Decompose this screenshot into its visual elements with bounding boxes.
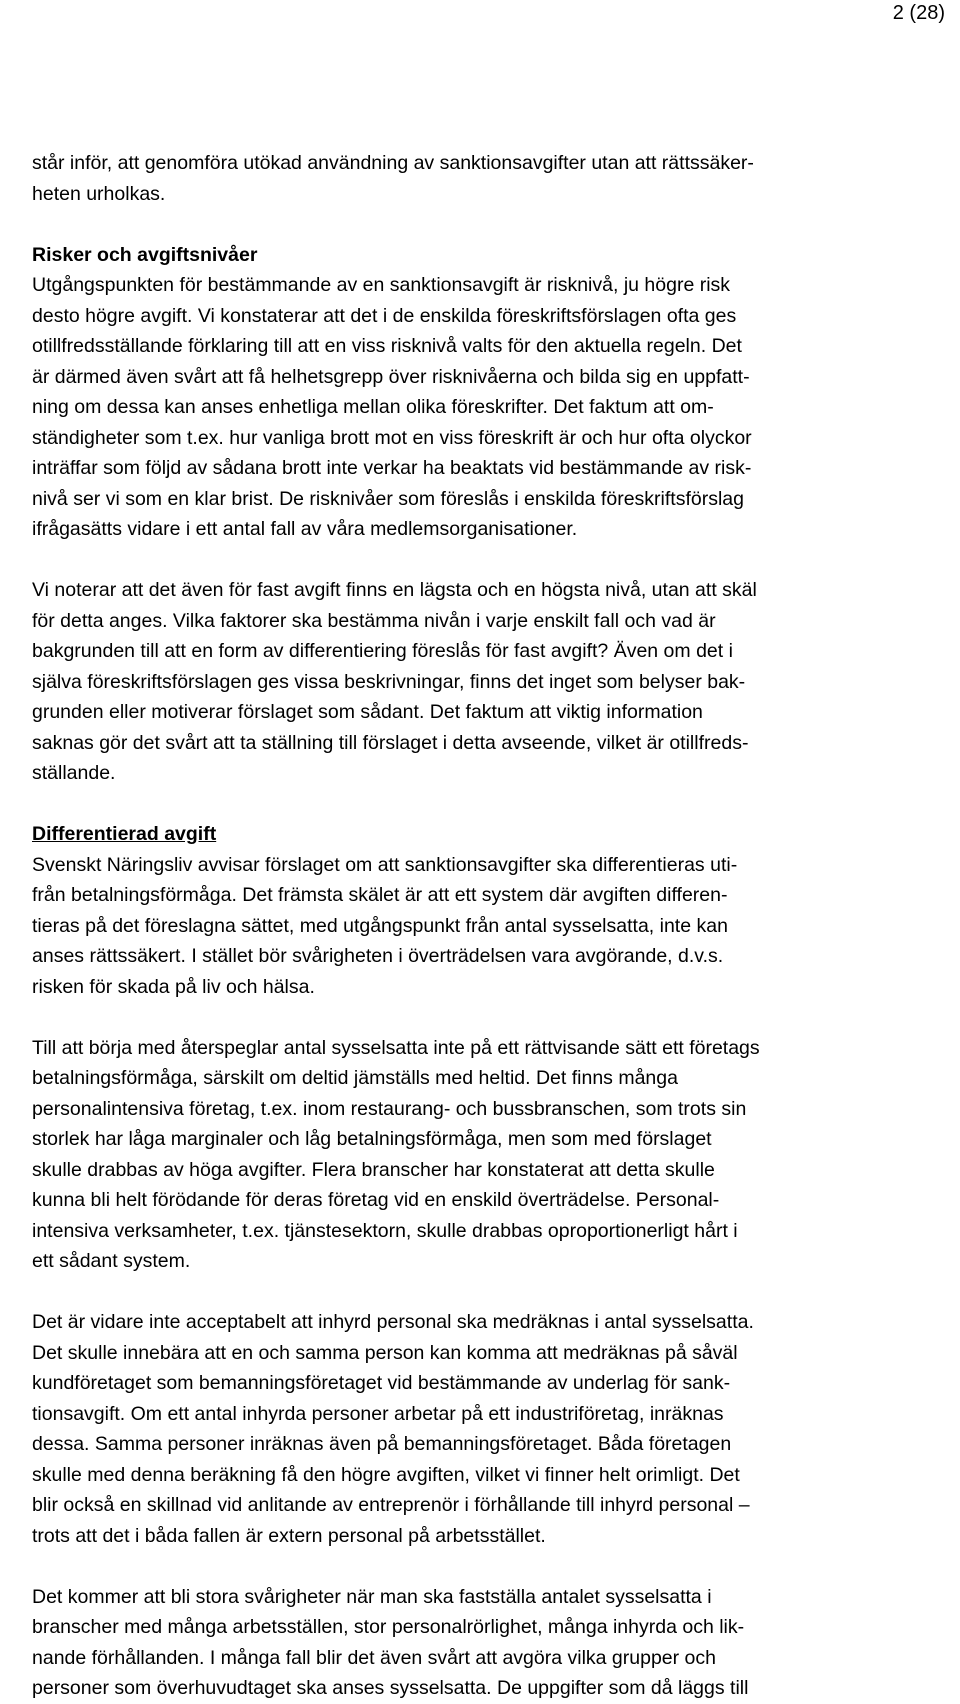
text-line: blir också en skillnad vid anlitande av entreprenör i förhållande till inhyrd personal – xyxy=(32,1494,750,1516)
text-line: dessa. Samma personer inräknas även på bemanningsföretaget. Båda företagen xyxy=(32,1433,732,1455)
text-line: branscher med många arbetsställen, stor personalrörlighet, många inhyrda och lik- xyxy=(32,1616,745,1638)
text-line: skulle med denna beräkning få den högre avgiften, vilket vi finner helt orimligt. Det xyxy=(32,1463,740,1486)
text-line: för detta anges. Vilka faktorer ska bestämma nivån i varje enskilt fall och vad är xyxy=(32,609,716,632)
paragraph-gap xyxy=(32,209,952,240)
paragraph xyxy=(32,148,952,209)
section-heading: Differentierad avgift xyxy=(32,823,217,845)
text-line: Till att börja med återspeglar antal sysselsatta inte på ett rättvisande sätt ett företags xyxy=(32,1036,760,1059)
text-line: saknas gör det svårt att ta ställning till förslaget i detta avseende, vilket är otillfreds- xyxy=(32,731,749,754)
text-line: står inför, att genomföra utökad användning av sanktionsavgifter utan att rättssäker- xyxy=(32,152,754,174)
text-line: Vi noterar att det även för fast avgift finns en lägsta och en högsta nivå, utan att skäl xyxy=(32,579,757,601)
text-line: nande förhållanden. I många fall blir det även svårt att avgöra vilka grupper och xyxy=(32,1646,716,1669)
section-heading: Risker och avgiftsnivåer xyxy=(32,243,258,266)
text-line: nivå ser vi som en klar brist. De risknivåer som föreslås i enskilda föreskriftsförslag xyxy=(32,487,744,510)
text-line: själva föreskriftsförslagen ges vissa beskrivningar, finns det inget som belyser bak- xyxy=(32,670,746,693)
text-line: ställande. xyxy=(32,762,116,784)
paragraph xyxy=(32,1582,952,1704)
page-number: 2 (28) xyxy=(892,2,945,24)
text-line: desto högre avgift. Vi konstaterar att det i de enskilda föreskriftsförslagen ofta ges xyxy=(32,304,737,327)
text-line: ifrågasätts vidare i ett antal fall av våra medlemsorganisationer. xyxy=(32,518,578,540)
text-line: tionsavgift. Om ett antal inhyrda personer arbetar på ett industriföretag, inräknas xyxy=(32,1402,724,1425)
paragraph xyxy=(32,1307,952,1551)
paragraph-gap xyxy=(32,545,952,576)
text-line: kundföretaget som bemanningsföretaget vid bestämmande av underlag för sank- xyxy=(32,1372,731,1394)
text-line: storlek har låga marginaler och låg betalningsförmåga, men som med förslaget xyxy=(32,1128,712,1150)
text-line: tieras på det föreslagna sättet, med utgångspunkt från antal sysselsatta, inte kan xyxy=(32,914,728,937)
paragraph-gap xyxy=(32,1277,952,1308)
text-line: trots att det i båda fallen är extern personal på arbetsstället. xyxy=(32,1524,546,1547)
document-body xyxy=(32,148,952,1704)
text-line: Det är vidare inte acceptabelt att inhyrd personal ska medräknas i antal sysselsatta. xyxy=(32,1311,754,1333)
text-line: från betalningsförmåga. Det främsta skälet är att ett system där avgiften differen- xyxy=(32,884,728,906)
text-line: Det kommer att bli stora svårigheter när man ska fastställa antalet sysselsatta i xyxy=(32,1585,712,1608)
text-line: inträffar som följd av sådana brott inte verkar ha beaktats vid bestämmande av risk- xyxy=(32,457,752,479)
text-line: otillfredsställande förklaring till att en viss risknivå valts för den aktuella regeln. Det xyxy=(32,335,742,357)
paragraph-gap xyxy=(32,789,952,820)
text-line: grunden eller motiverar förslaget som sådant. Det faktum att viktig information xyxy=(32,701,703,723)
text-line: anses rättssäkert. I stället bör svårigheten i överträdelsen vara avgörande, d.v.s. xyxy=(32,945,724,967)
text-line: kunna bli helt förödande för deras företag vid en enskild överträdelse. Personal- xyxy=(32,1189,720,1211)
paragraph xyxy=(32,270,952,545)
text-line: Svenskt Näringsliv avvisar förslaget om att sanktionsavgifter ska differentieras uti- xyxy=(32,853,738,876)
text-line: intensiva verksamheter, t.ex. tjänstesektorn, skulle drabbas oproportionerligt hårt i xyxy=(32,1219,738,1242)
text-line: Utgångspunkten för bestämmande av en sanktionsavgift är risknivå, ju högre risk xyxy=(32,274,731,296)
paragraph xyxy=(32,1033,952,1277)
text-line: är därmed även svårt att få helhetsgrepp över risknivåerna och bilda sig en uppfatt- xyxy=(32,365,750,388)
text-line: personer som överhuvudtaget ska anses sysselsatta. De uppgifter som då läggs till xyxy=(32,1677,749,1699)
paragraph-gap xyxy=(32,1002,952,1033)
paragraph xyxy=(32,850,952,1003)
text-line: bakgrunden till att en form av differentiering föreslås för fast avgift? Även om det i xyxy=(32,640,733,662)
text-line: betalningsförmåga, särskilt om deltid jämställs med heltid. Det finns många xyxy=(32,1067,678,1089)
paragraph xyxy=(32,575,952,789)
text-line: skulle drabbas av höga avgifter. Flera branscher har konstaterat att detta skulle xyxy=(32,1158,715,1181)
text-line: personalintensiva företag, t.ex. inom restaurang- och bussbranschen, som trots sin xyxy=(32,1097,747,1120)
text-line: heten urholkas. xyxy=(32,182,166,205)
text-line: risken för skada på liv och hälsa. xyxy=(32,975,315,998)
text-line: ett sådant system. xyxy=(32,1250,191,1272)
text-line: ning om dessa kan anses enhetliga mellan olika föreskrifter. Det faktum att om- xyxy=(32,396,714,418)
text-line: ständigheter som t.ex. hur vanliga brott mot en viss föreskrift är och hur ofta olyckor xyxy=(32,426,752,449)
text-line: Det skulle innebära att en och samma person kan komma att medräknas på såväl xyxy=(32,1341,738,1364)
paragraph-gap xyxy=(32,1551,952,1582)
